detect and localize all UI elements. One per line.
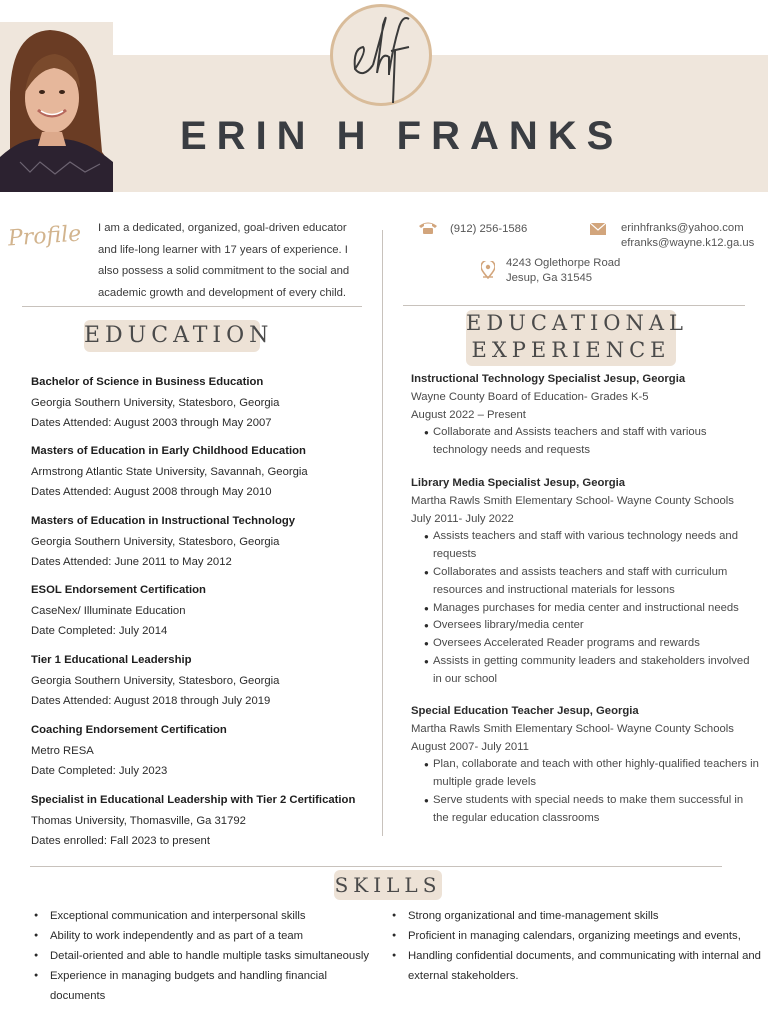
divider [30, 866, 722, 867]
education-heading: EDUCATION [84, 320, 260, 352]
attendance-dates: Dates Attended: August 2003 through May 2007 [31, 417, 272, 429]
school-name: Thomas University, Thomasville, Ga 31792 [31, 814, 246, 827]
job-title: Instructional Technology Specialist Jesup, Georgia [411, 373, 686, 385]
degree-title: Masters of Education in Early Childhood Education [31, 445, 306, 457]
divider [403, 305, 745, 306]
school-name: Armstrong Atlantic State University, Savannah, Georgia [31, 465, 308, 478]
degree-title: Coaching Endorsement Certification [31, 724, 227, 736]
skill-item: ● Proficient in managing calendars, organizing meetings and events, [389, 926, 761, 946]
experience-entry [411, 703, 761, 828]
phone-number: (912) 256-1586 [450, 223, 528, 235]
education-entry [31, 372, 279, 434]
duty-item: ● Assists in getting community leaders and stakeholders involved in our school [411, 653, 761, 689]
skill-item: ● Handling confidential documents, and communicating with internal and external stakeholders. [389, 946, 761, 986]
job-dates: August 2007- July 2011 [411, 740, 529, 753]
employer: Wayne County Board of Education- Grades K-5 [411, 390, 649, 403]
school-name: Georgia Southern University, Statesboro, Georgia [31, 396, 280, 409]
employer: Martha Rawls Smith Elementary School- Wayne County Schools [411, 722, 734, 735]
education-entry [31, 790, 355, 852]
location-pin-icon [481, 261, 495, 284]
education-entry [31, 650, 279, 712]
employer: Martha Rawls Smith Elementary School- Wayne County Schools [411, 494, 734, 507]
skill-item: ● Strong organizational and time-management skills [389, 906, 761, 926]
duty-item: ● Plan, collaborate and teach with other highly-qualified teachers in multiple grade levels [411, 756, 761, 792]
experience-heading-line-2: EXPERIENCE [471, 338, 671, 362]
duty-item: ● Serve students with special needs to make them successful in the regular education classrooms [411, 792, 761, 828]
profile-photo [0, 22, 113, 192]
duty-item: ● Collaborates and assists teachers and staff with curriculum resources and instructional materials for lessons [411, 564, 761, 600]
skills-right-column [389, 906, 761, 986]
degree-title: Masters of Education in Instructional Technology [31, 515, 296, 527]
skill-item: ● Ability to work independently and as part of a team [31, 926, 381, 946]
education-entry [31, 441, 308, 503]
divider [22, 306, 362, 307]
address-line-2: Jesup, Ga 31545 [506, 272, 593, 284]
school-name: CaseNex/ Illuminate Education [31, 604, 186, 617]
duty-item: ● Collaborate and Assists teachers and staff with various technology needs and requests [411, 424, 761, 460]
education-entry [31, 511, 295, 573]
skill-item: ● Exceptional communication and interpersonal skills [31, 906, 381, 926]
phone-icon [418, 221, 438, 240]
email-secondary: efranks@wayne.k12.ga.us [621, 237, 755, 249]
attendance-dates: Date Completed: July 2014 [31, 625, 168, 637]
attendance-dates: Dates Attended: August 2008 through May 2010 [31, 486, 272, 498]
experience-entry [411, 371, 761, 460]
job-title: Library Media Specialist Jesup, Georgia [411, 477, 626, 489]
job-dates: August 2022 – Present [411, 408, 526, 421]
attendance-dates: Date Completed: July 2023 [31, 765, 168, 777]
attendance-dates: Dates Attended: August 2018 through July 2019 [31, 695, 271, 707]
skills-heading: SKILLS [334, 870, 442, 900]
skill-item: ● Experience in managing budgets and handling financial documents [31, 966, 381, 1006]
email-primary: erinhfranks@yahoo.com [621, 222, 744, 234]
address-line-1: 4243 Oglethorpe Road [506, 257, 621, 269]
school-name: Georgia Southern University, Statesboro, Georgia [31, 535, 280, 548]
school-name: Georgia Southern University, Statesboro, Georgia [31, 674, 280, 687]
candidate-name: ERIN H FRANKS [180, 114, 624, 158]
attendance-dates: Dates enrolled: Fall 2023 to present [31, 835, 210, 847]
job-title: Special Education Teacher Jesup, Georgia [411, 705, 639, 717]
degree-title: ESOL Endorsement Certification [31, 584, 206, 596]
duty-item: ● Manages purchases for media center and instructional needs [411, 600, 761, 618]
skills-left-column [31, 906, 381, 1006]
skill-item: ● Detail-oriented and able to handle multiple tasks simultaneously [31, 946, 381, 966]
experience-heading [466, 310, 688, 366]
profile-label: Profile [7, 221, 83, 252]
duty-item: ● Oversees Accelerated Reader programs and rewards [411, 635, 761, 653]
degree-title: Bachelor of Science in Business Education [31, 376, 264, 388]
education-entry [31, 720, 227, 782]
experience-entry [411, 475, 761, 689]
degree-title: Specialist in Educational Leadership with Tier 2 Certification [31, 794, 356, 806]
duty-item: ● Oversees library/media center [411, 617, 761, 635]
attendance-dates: Dates Attended: June 2011 to May 2012 [31, 556, 232, 568]
experience-heading-line-1: EDUCATIONAL [466, 311, 688, 335]
school-name: Metro RESA [31, 744, 94, 757]
column-divider [382, 230, 383, 836]
duty-item: ● Assists teachers and staff with various technology needs and requests [411, 528, 761, 564]
monogram-logo [330, 4, 432, 106]
profile-summary: I am a dedicated, organized, goal-driven educator and life-long learner with 17 years of experience. I also possess a solid commitment to the social and academic growth and development of every child. [98, 222, 350, 299]
email-icon [590, 222, 606, 240]
education-entry [31, 580, 206, 642]
degree-title: Tier 1 Educational Leadership [31, 654, 192, 666]
job-dates: July 2011- July 2022 [411, 512, 514, 525]
